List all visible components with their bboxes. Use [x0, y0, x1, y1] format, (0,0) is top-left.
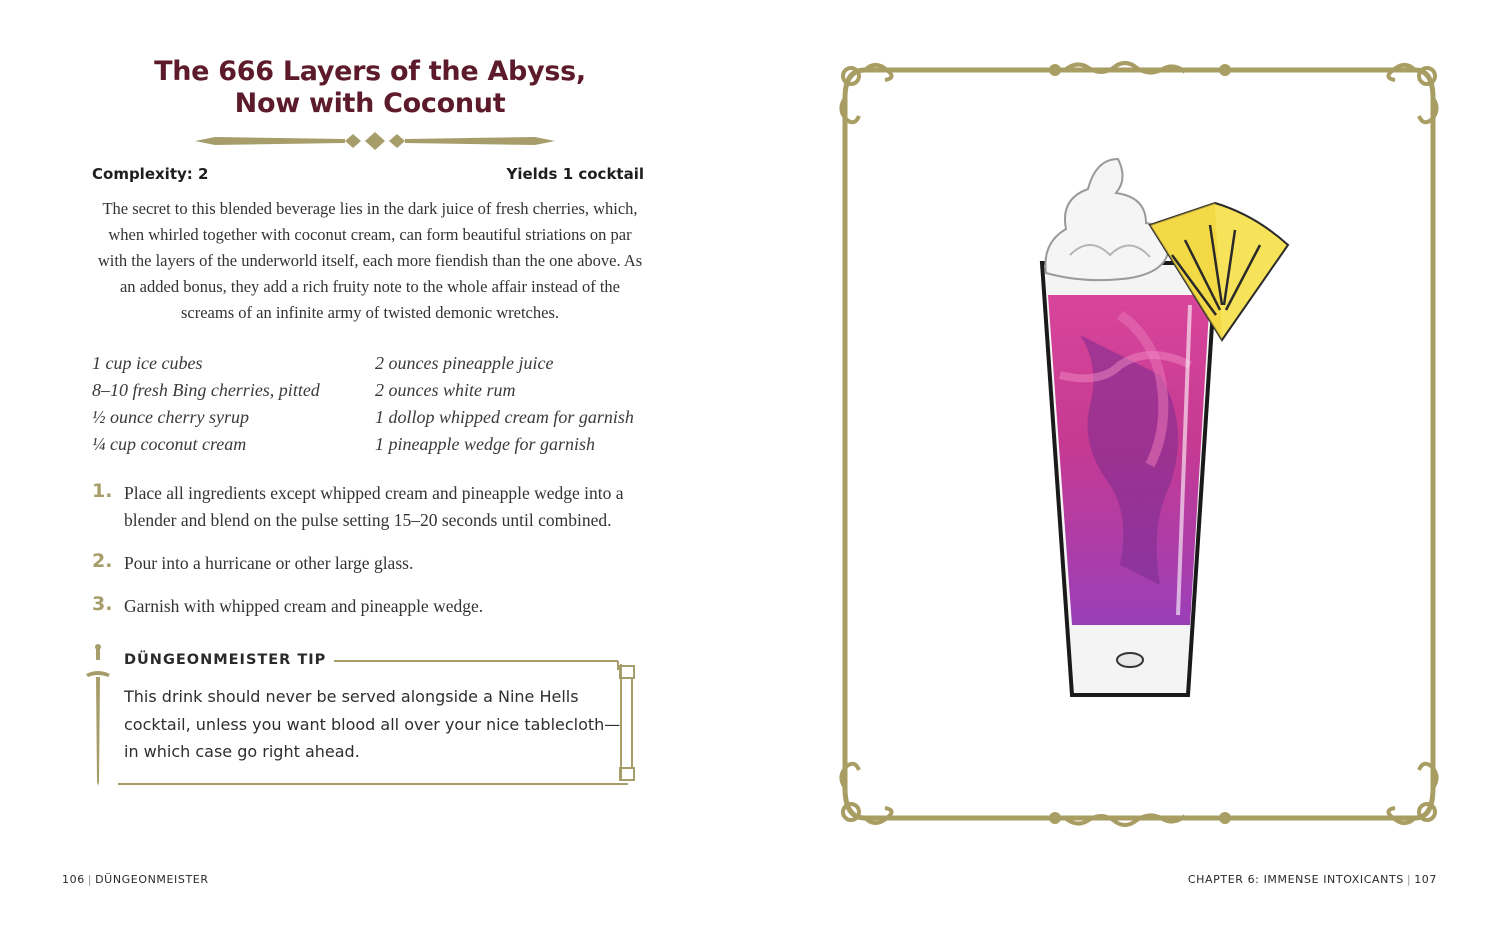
ingredient-item: 1 dollop whipped cream for garnish: [375, 407, 634, 427]
title-ornament-divider: [195, 130, 555, 152]
step-number: 2.: [92, 550, 113, 572]
step-text: Pour into a hurricane or other large glass.: [124, 553, 414, 573]
tip-text: This drink should never be served alongside a Nine Hells cocktail, unless you want blood all over your nice tablecloth—in which case go right ahead.: [124, 687, 621, 761]
page-number-right: 107: [1414, 873, 1437, 886]
recipe-intro: The secret to this blended beverage lies in the dark juice of fresh cherries, which, when whirled together with coconut cream, can form beautiful striations on par with the layers of the underworld itself, each more fiendish than the one above. As an added bonus, they add a rich fruity note to the whole affair instead of the screams of an infinite army of twisted demonic wretches.: [97, 199, 643, 322]
tip-title: DÜNGEONMEISTER TIP: [124, 652, 334, 668]
ingredients-column-left: [92, 350, 372, 458]
step-number: 3.: [92, 593, 113, 615]
folio-separator: |: [1406, 873, 1412, 886]
ingredient-item: 2 ounces white rum: [375, 380, 516, 400]
cocktail-illustration: [1010, 155, 1300, 715]
ingredient-item: 1 pineapple wedge for garnish: [375, 434, 595, 454]
step-number: 1.: [92, 480, 113, 502]
ingredient-item: 1 cup ice cubes: [92, 353, 203, 373]
recipe-title-line-2: Now with Coconut: [234, 88, 506, 119]
chapter-title: CHAPTER 6: IMMENSE INTOXICANTS: [1187, 873, 1404, 886]
footer-left: [62, 873, 209, 886]
ingredients-column-right: [375, 350, 665, 458]
glass-icon: [1042, 263, 1216, 695]
ingredient-item: 8–10 fresh Bing cherries, pitted: [92, 380, 320, 400]
book-title: DÜNGEONMEISTER: [95, 873, 209, 886]
ingredient-item: 2 ounces pineapple juice: [375, 353, 554, 373]
dagger-icon: [86, 644, 110, 786]
recipe-title-line-1: The 666 Layers of the Abyss,: [154, 56, 586, 87]
complexity-label: Complexity: 2: [92, 165, 209, 183]
step-text: Place all ingredients except whipped cream and pineapple wedge into a blender and blend on the pulse setting 15–20 seconds until combined.: [124, 483, 624, 530]
ingredient-item: ½ ounce cherry syrup: [92, 407, 249, 427]
step-text: Garnish with whipped cream and pineapple wedge.: [124, 596, 484, 616]
ingredient-item: ¼ cup coconut cream: [92, 434, 247, 454]
folio-separator: |: [87, 873, 93, 886]
footer-right: [1188, 873, 1437, 886]
yields-label: Yields 1 cocktail: [506, 165, 644, 183]
whipped-cream-icon: [1045, 159, 1168, 280]
recipe-title: [90, 56, 650, 120]
page-number-left: 106: [62, 873, 85, 886]
